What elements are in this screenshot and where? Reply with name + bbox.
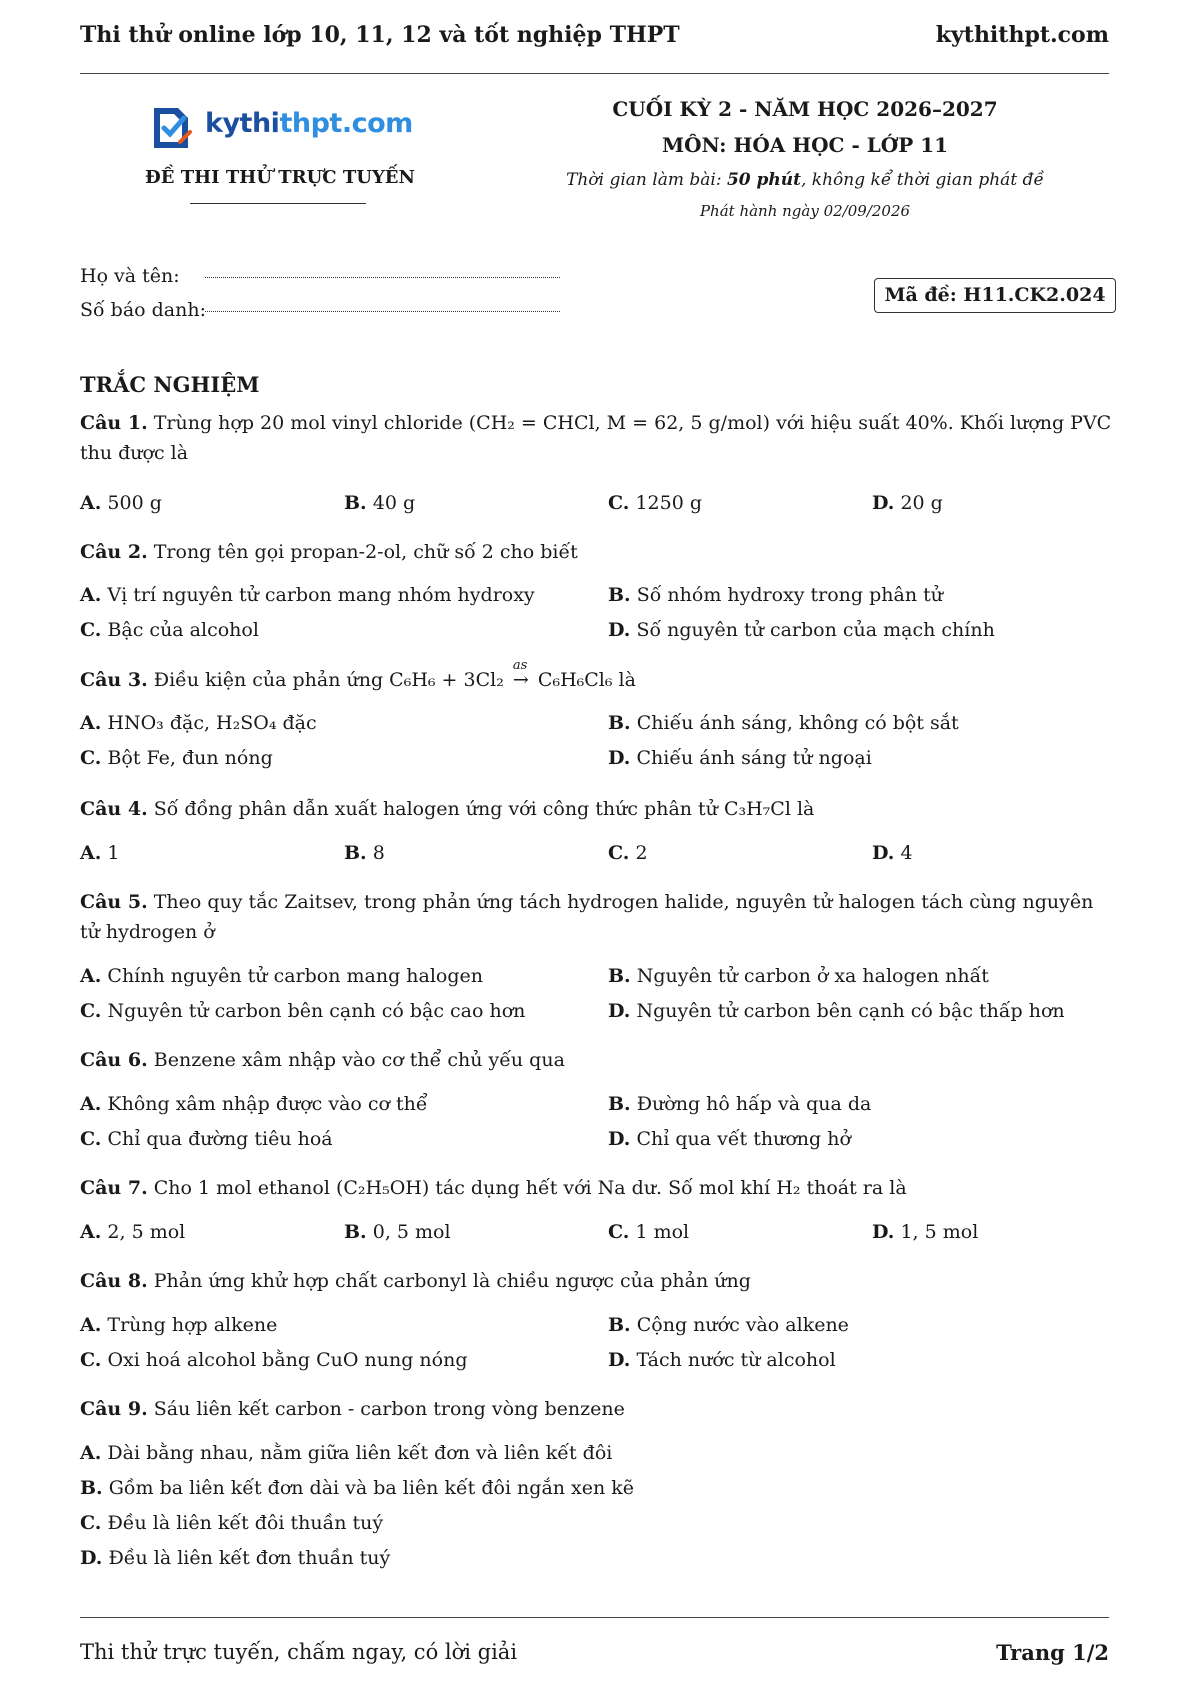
option-label: D.	[608, 619, 631, 641]
option-label: A.	[80, 712, 102, 734]
option-text: Tách nước từ alcohol	[636, 1349, 836, 1371]
option-text: Nguyên tử carbon bên cạnh có bậc cao hơn	[107, 1000, 526, 1022]
option-a[interactable]	[80, 1442, 612, 1464]
question-9	[80, 1394, 1112, 1424]
option-c[interactable]	[608, 842, 648, 864]
option-label: C.	[80, 619, 102, 641]
option-text: Chiếu ánh sáng tử ngoại	[636, 747, 872, 769]
option-text: 8	[372, 842, 385, 864]
exam-subject-title: MÔN: HÓA HỌC - LỚP 11	[661, 133, 949, 157]
option-d[interactable]	[608, 619, 995, 641]
option-label: B.	[608, 584, 631, 606]
question-2	[80, 537, 1112, 567]
question-number: Câu 1.	[80, 412, 148, 434]
option-label: A.	[80, 842, 102, 864]
site-logo[interactable]	[150, 100, 413, 158]
option-label: D.	[608, 1349, 631, 1371]
option-a[interactable]	[80, 584, 535, 606]
option-label: A.	[80, 1221, 102, 1243]
question-number: Câu 2.	[80, 541, 148, 563]
option-label: B.	[344, 1221, 367, 1243]
option-d[interactable]	[608, 1349, 836, 1371]
option-text: 40 g	[372, 492, 416, 514]
option-a[interactable]	[80, 712, 317, 734]
option-text: 2	[635, 842, 648, 864]
option-label: B.	[608, 965, 631, 987]
option-text: Oxi hoá alcohol bằng CuO nung nóng	[107, 1349, 468, 1371]
logo-text-part2: thpt.com	[279, 108, 413, 139]
option-label: B.	[608, 1093, 631, 1115]
option-text: 4	[900, 842, 913, 864]
option-b[interactable]	[608, 1093, 871, 1115]
option-b[interactable]	[608, 584, 943, 606]
option-text: Bột Fe, đun nóng	[107, 747, 273, 769]
student-id-label: Số báo danh:	[80, 299, 207, 321]
option-label: B.	[344, 842, 367, 864]
checklist-logo-icon	[150, 102, 196, 154]
question-text: Cho 1 mol ethanol (C₂H₅OH) tác dụng hết với Na dư. Số mol khí H₂ thoát ra là	[153, 1177, 907, 1199]
option-d[interactable]	[872, 492, 943, 514]
option-label: A.	[80, 1314, 102, 1336]
option-d[interactable]	[608, 747, 872, 769]
option-label: A.	[80, 965, 102, 987]
question-number: Câu 7.	[80, 1177, 148, 1199]
option-label: D.	[872, 842, 895, 864]
exam-code-badge: Mã đề: H11.CK2.024	[874, 278, 1116, 313]
option-text: Nguyên tử carbon bên cạnh có bậc thấp hơn	[636, 1000, 1065, 1022]
option-label: C.	[80, 1128, 102, 1150]
duration-value: 50 phút	[726, 170, 801, 190]
option-text: 500 g	[107, 492, 162, 514]
option-d[interactable]	[608, 1128, 851, 1150]
option-text: Số nguyên tử carbon của mạch chính	[636, 619, 995, 641]
option-text: Chiếu ánh sáng, không có bột sắt	[636, 712, 959, 734]
option-b[interactable]	[344, 1221, 451, 1243]
option-text: Bậc của alcohol	[107, 619, 259, 641]
option-text: HNO₃ đặc, H₂SO₄ đặc	[107, 712, 317, 734]
option-c[interactable]	[80, 1349, 468, 1371]
question-5	[80, 887, 1112, 947]
reaction-arrow: as →	[510, 665, 532, 695]
option-label: D.	[872, 1221, 895, 1243]
option-text: Gồm ba liên kết đơn dài và ba liên kết đôi ngắn xen kẽ	[108, 1477, 635, 1499]
option-text: Dài bằng nhau, nằm giữa liên kết đơn và liên kết đôi	[107, 1442, 613, 1464]
option-text: 20 g	[900, 492, 943, 514]
header-divider	[80, 73, 1109, 74]
option-text: 2, 5 mol	[107, 1221, 186, 1243]
option-text: Nguyên tử carbon ở xa halogen nhất	[636, 965, 989, 987]
option-c[interactable]	[80, 1128, 333, 1150]
option-text: Chỉ qua vết thương hở	[636, 1128, 851, 1150]
option-label: D.	[608, 1000, 631, 1022]
option-label: D.	[872, 492, 895, 514]
footer-tagline: Thi thử trực tuyến, chấm ngay, có lời giải	[80, 1640, 518, 1664]
option-c[interactable]	[608, 1221, 689, 1243]
header-site-link[interactable]: kythithpt.com	[935, 22, 1109, 48]
option-label: C.	[80, 1349, 102, 1371]
release-date: Phát hành ngày 02/09/2026	[699, 202, 911, 220]
option-a[interactable]	[80, 965, 483, 987]
question-text-post: C₆H₆Cl₆ là	[531, 669, 636, 691]
header-left-text: Thi thử online lớp 10, 11, 12 và tốt nghiệp THPT	[80, 22, 680, 48]
page-number: Trang 1/2	[996, 1640, 1109, 1665]
question-number: Câu 5.	[80, 891, 148, 913]
logo-text	[205, 108, 413, 139]
question-text: Phản ứng khử hợp chất carbonyl là chiều ngược của phản ứng	[153, 1270, 751, 1292]
option-b[interactable]	[608, 1314, 849, 1336]
option-label: B.	[80, 1477, 103, 1499]
option-label: A.	[80, 1093, 102, 1115]
option-label: B.	[344, 492, 367, 514]
option-label: B.	[608, 712, 631, 734]
exam-duration	[540, 170, 1070, 190]
option-label: A.	[80, 492, 102, 514]
option-label: C.	[80, 1512, 102, 1534]
question-text: Trong tên gọi propan-2-ol, chữ số 2 cho biết	[153, 541, 578, 563]
option-text: 1, 5 mol	[900, 1221, 979, 1243]
option-text: Chỉ qua đường tiêu hoá	[107, 1128, 333, 1150]
option-b[interactable]	[608, 965, 989, 987]
student-id-field[interactable]	[80, 299, 206, 321]
exam-term-title: CUỐI KỲ 2 - NĂM HỌC 2026–2027	[612, 97, 998, 121]
subtitle-underline	[190, 203, 366, 204]
question-7	[80, 1173, 1112, 1203]
question-3	[80, 658, 1112, 695]
option-label: D.	[80, 1547, 103, 1569]
option-a[interactable]	[80, 842, 120, 864]
option-text: Số nhóm hydroxy trong phân tử	[636, 584, 943, 606]
option-text: Cộng nước vào alkene	[636, 1314, 849, 1336]
option-label: A.	[80, 584, 102, 606]
question-text: Theo quy tắc Zaitsev, trong phản ứng tách hydrogen halide, nguyên tử halogen tách cùng nguyên tử hydrogen ở	[80, 891, 1094, 943]
option-b[interactable]	[80, 1477, 634, 1499]
question-number: Câu 9.	[80, 1398, 148, 1420]
question-text-pre: Điều kiện của phản ứng C₆H₆ + 3Cl₂	[153, 669, 510, 691]
option-label: C.	[80, 1000, 102, 1022]
option-label: C.	[80, 747, 102, 769]
question-text: Số đồng phân dẫn xuất halogen ứng với công thức phân tử C₃H₇Cl là	[153, 798, 815, 820]
option-b[interactable]	[344, 492, 415, 514]
option-label: A.	[80, 1442, 102, 1464]
option-a[interactable]	[80, 1221, 185, 1243]
option-b[interactable]	[608, 712, 959, 734]
question-number: Câu 8.	[80, 1270, 148, 1292]
duration-suffix: , không kể thời gian phát đề	[801, 170, 1044, 190]
option-c[interactable]	[80, 1512, 383, 1534]
exam-type-subtitle: ĐỀ THI THỬ TRỰC TUYẾN	[145, 167, 415, 188]
option-label: C.	[608, 492, 630, 514]
option-d[interactable]	[608, 1000, 1065, 1022]
option-text: 1250 g	[635, 492, 703, 514]
option-d[interactable]	[872, 1221, 978, 1243]
option-text: Đường hô hấp và qua da	[636, 1093, 872, 1115]
option-text: 0, 5 mol	[372, 1221, 451, 1243]
duration-prefix: Thời gian làm bài:	[566, 170, 727, 190]
question-1	[80, 408, 1112, 468]
question-text: Trùng hợp 20 mol vinyl chloride (CH₂ = CHCl, M = 62, 5 g/mol) với hiệu suất 40%. Khối lượng PVC thu được là	[80, 412, 1112, 464]
option-text: Không xâm nhập được vào cơ thể	[107, 1093, 428, 1115]
student-name-blank[interactable]	[205, 277, 560, 278]
question-text: Sáu liên kết carbon - carbon trong vòng benzene	[153, 1398, 625, 1420]
logo-text-part1: kythi	[205, 108, 280, 139]
question-6	[80, 1045, 1112, 1075]
option-c[interactable]	[80, 747, 273, 769]
option-text: Đều là liên kết đôi thuần tuý	[107, 1512, 384, 1534]
option-label: D.	[608, 747, 631, 769]
option-text: Đều là liên kết đơn thuần tuý	[108, 1547, 391, 1569]
option-text: Chính nguyên tử carbon mang halogen	[107, 965, 484, 987]
option-a[interactable]	[80, 492, 162, 514]
option-text: 1 mol	[635, 1221, 690, 1243]
arrow-condition-label: as	[512, 658, 528, 673]
footer-divider	[80, 1617, 1109, 1618]
student-id-blank[interactable]	[205, 311, 560, 312]
option-label: C.	[608, 1221, 630, 1243]
question-8	[80, 1266, 1112, 1296]
student-name-label: Họ và tên:	[80, 265, 180, 287]
option-text: Vị trí nguyên tử carbon mang nhóm hydroxy	[107, 584, 535, 606]
option-c[interactable]	[80, 619, 259, 641]
question-4	[80, 794, 1112, 824]
option-label: B.	[608, 1314, 631, 1336]
option-a[interactable]	[80, 1093, 428, 1115]
option-text: Trùng hợp alkene	[107, 1314, 278, 1336]
option-label: D.	[608, 1128, 631, 1150]
question-number: Câu 6.	[80, 1049, 148, 1071]
option-d[interactable]	[872, 842, 913, 864]
option-a[interactable]	[80, 1314, 277, 1336]
option-label: C.	[608, 842, 630, 864]
section-heading: TRẮC NGHIỆM	[80, 372, 260, 397]
option-c[interactable]	[608, 492, 702, 514]
student-name-field[interactable]	[80, 265, 180, 287]
question-number: Câu 3.	[80, 669, 148, 691]
option-b[interactable]	[344, 842, 385, 864]
question-number: Câu 4.	[80, 798, 148, 820]
option-text: 1	[107, 842, 120, 864]
option-c[interactable]	[80, 1000, 525, 1022]
option-d[interactable]	[80, 1547, 390, 1569]
question-text: Benzene xâm nhập vào cơ thể chủ yếu qua	[153, 1049, 565, 1071]
